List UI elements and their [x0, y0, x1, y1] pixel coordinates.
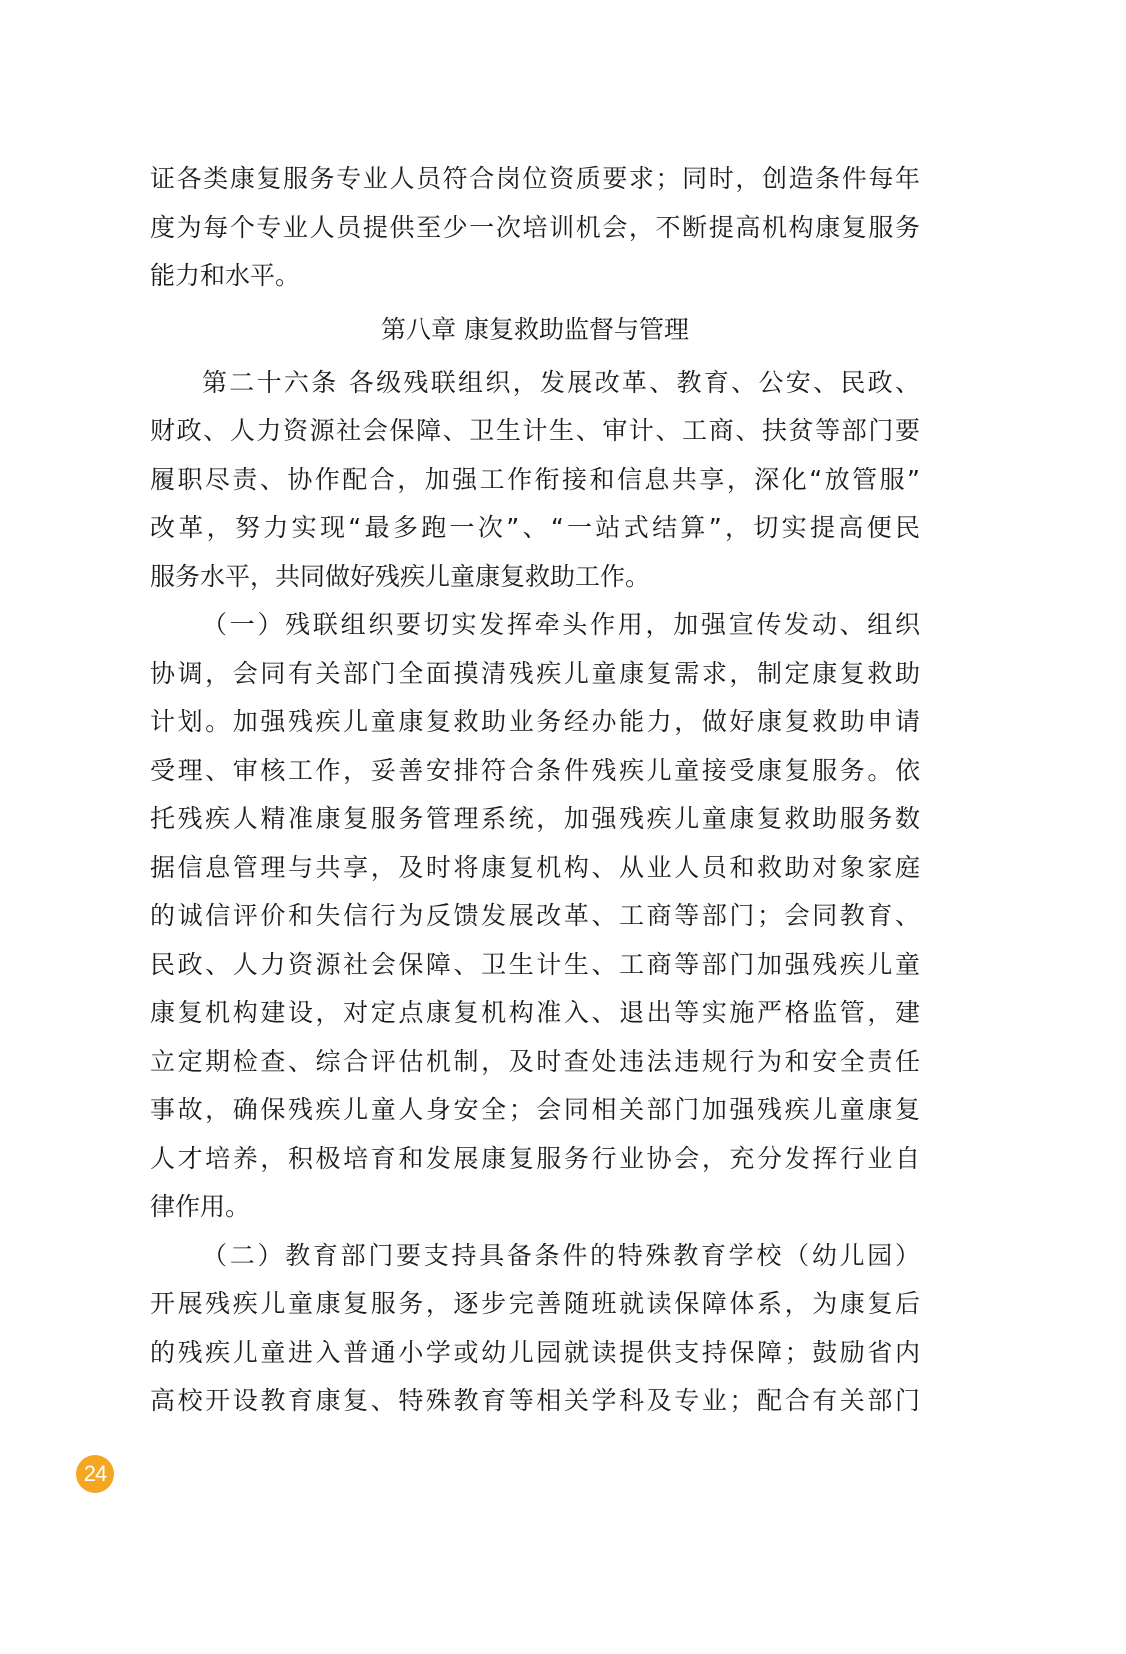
text-line: 计划。加强残疾儿童康复救助业务经办能力，做好康复救助申请	[150, 707, 920, 736]
text-line: 受理、审核工作，妥善安排符合条件残疾儿童接受康复服务。依	[150, 755, 920, 785]
chapter-heading: 第八章 康复救助监督与管理	[381, 314, 689, 344]
text-line: 能力和水平。	[150, 261, 301, 290]
text-line: （一）残联组织要切实发挥牵头作用，加强宣传发动、组织	[202, 610, 920, 639]
text-line: 改革，努力实现“最多跑一次”、“一站式结算”，切实提高便民	[150, 513, 920, 542]
text-line: （二）教育部门要支持具备条件的特殊教育学校（幼儿园）	[202, 1240, 920, 1270]
text-line: 履职尽责、协作配合，加强工作衔接和信息共享，深化“放管服”	[150, 464, 920, 494]
text-line: 协调，会同有关部门全面摸清残疾儿童康复需求，制定康复救助	[150, 658, 920, 688]
text-line: 律作用。	[150, 1192, 251, 1221]
item-2-paragraph	[150, 1232, 920, 1426]
text-line: 的诚信评价和失信行为反馈发展改革、工商等部门；会同教育、	[150, 901, 920, 930]
text-line: 事故，确保残疾儿童人身安全；会同相关部门加强残疾儿童康复	[150, 1095, 920, 1124]
text-line: 财政、人力资源社会保障、卫生计生、审计、工商、扶贫等部门要	[150, 416, 920, 445]
text-line: 的残疾儿童进入普通小学或幼儿园就读提供支持保障；鼓励省内	[150, 1337, 920, 1367]
intro-paragraph	[150, 155, 920, 301]
text-line: 立定期检查、综合评估机制，及时查处违法违规行为和安全责任	[150, 1046, 920, 1076]
document-body	[150, 155, 920, 1426]
text-line: 人才培养，积极培育和发展康复服务行业协会，充分发挥行业自	[150, 1143, 920, 1173]
item-1-paragraph	[150, 601, 920, 1232]
page-number-badge: 24	[76, 1455, 114, 1493]
text-line: 开展残疾儿童康复服务，逐步完善随班就读保障体系，为康复后	[150, 1289, 920, 1318]
article-26-paragraph	[150, 359, 920, 602]
text-line: 民政、人力资源社会保障、卫生计生、工商等部门加强残疾儿童	[150, 949, 920, 979]
text-line: 康复机构建设，对定点康复机构准入、退出等实施严格监管，建	[150, 998, 920, 1027]
text-line: 度为每个专业人员提供至少一次培训机会，不断提高机构康复服务	[150, 212, 920, 242]
text-line: 第二十六条 各级残联组织，发展改革、教育、公安、民政、	[202, 367, 920, 397]
text-line: 据信息管理与共享，及时将康复机构、从业人员和救助对象家庭	[150, 852, 920, 882]
text-line: 服务水平，共同做好残疾儿童康复救助工作。	[150, 561, 651, 591]
text-line: 托残疾人精准康复服务管理系统，加强残疾儿童康复救助服务数	[150, 804, 920, 833]
text-line: 证各类康复服务专业人员符合岗位资质要求；同时，创造条件每年	[150, 164, 920, 193]
text-line: 高校开设教育康复、特殊教育等相关学科及专业；配合有关部门	[150, 1386, 920, 1415]
